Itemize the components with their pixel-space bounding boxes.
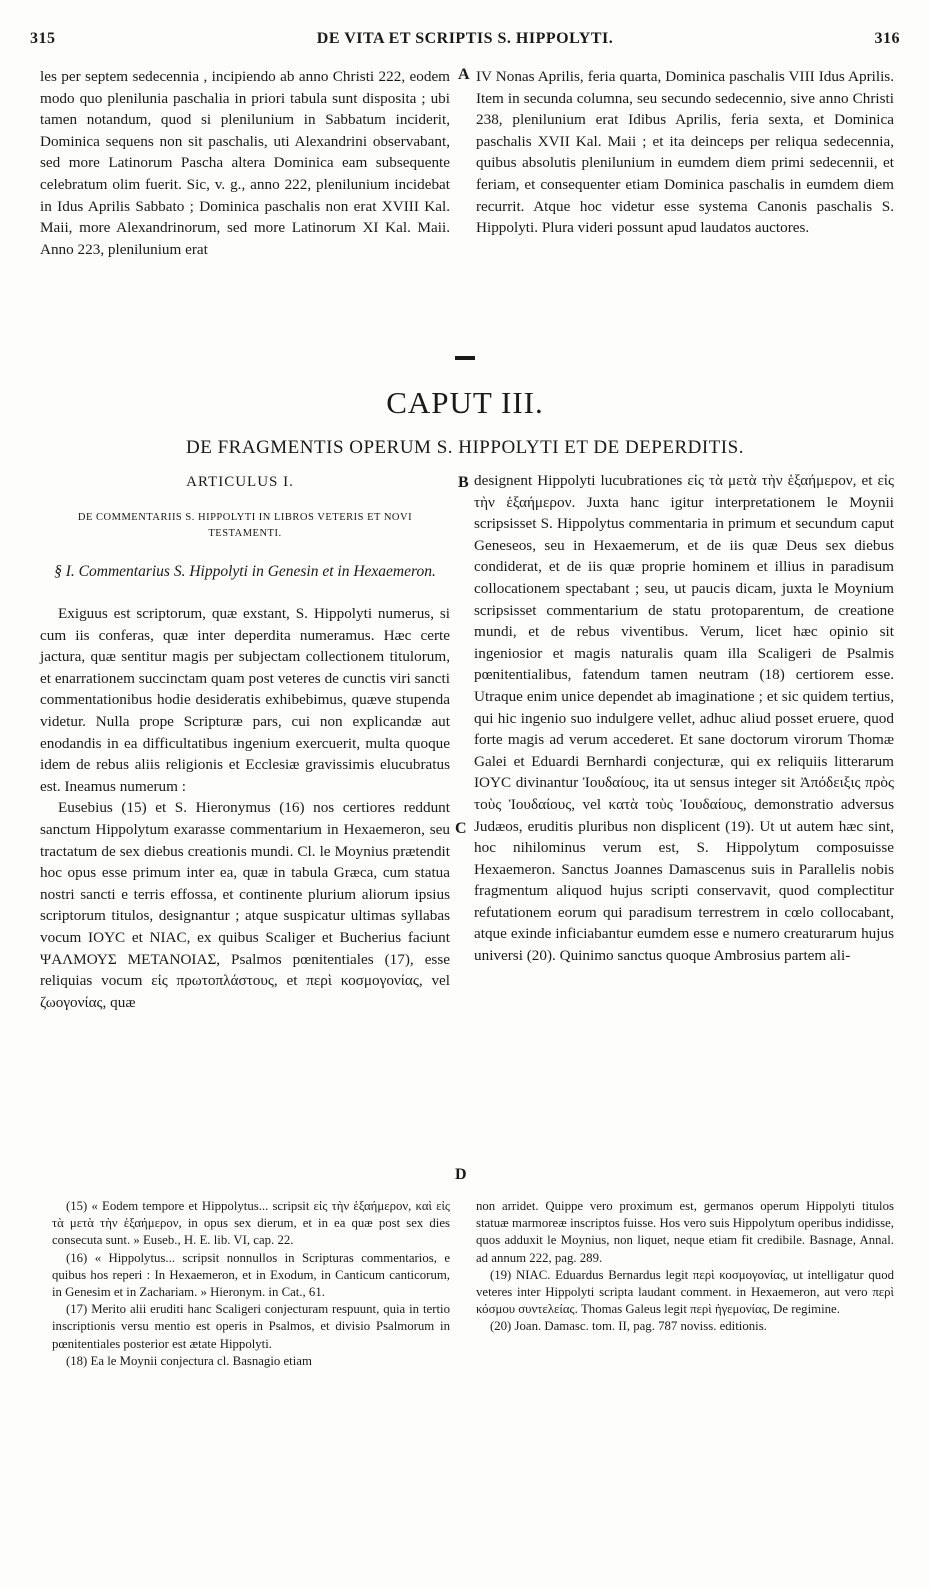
footnote-18: (18) Ea le Moynii conjectura cl. Basnagio etiam [66, 1353, 312, 1368]
left-paragraph-2: Eusebius (15) et S. Hieronymus (16) nos certiores reddunt sanctum Hippolytum exarasse commentarium in Hexaemeron, seu tractatum de sex diebus creationis mundi. Cl. le Moynius prætendit hoc opus esse primum inter ea, quæ in tabula Græca, cum statua nostri sancti e terris effossa, et continente plurium aliorum ipsius scriptorum titulos, designantur ; atque suspicatur ultimas syllabas vocum IOYC et NIAC, ex quibus Scaliger et Bucherius faciunt ΨΑΛΜΟΥΣ ΜΕΤΑΝΟΙΑΣ, Psalmos pœnitentiales (17), esse reliquias vocum εἰς πρωτοπλάστους, et περὶ κοσμογονίας, vel ζωογονίας, quæ [40, 799, 450, 1011]
footnote-19: (19) NIAC. Eduardus Bernardus legit περὶ κοσμογονίας, ut intelligatur quod veteres inter Hippolyti scripta laudant comment. in Hexaemeron, aut vero περὶ κόσμου συντελείας. Thomas Galeus legit περὶ ἡγεμονίας, De regimine. [476, 1267, 894, 1317]
articulus-subtitle: DE COMMENTARIIS S. HIPPOLYTI IN LIBROS VETERIS ET NOVI TESTAMENTI. [77, 512, 413, 539]
footnotes-right [476, 1198, 894, 1336]
section-title: DE FRAGMENTIS OPERUM S. HIPPOLYTI ET DE DEPERDITIS. [186, 437, 744, 458]
margin-letter-a: A [458, 66, 470, 83]
articulus-heading: ARTICULUS I. [186, 474, 294, 490]
footnote-18-continued: non arridet. Quippe vero proximum est, germanos operum Hippolyti titulos statuæ marmoreæ inscriptos fuisse. Hos vero suis Hippolytum operibus indidisse, quos adduxit le Moynius, non liquet, neque etiam fit credibile. Basnage, Annal. ad annum 222, pag. 289. [476, 1199, 894, 1265]
footnotes-left [52, 1198, 450, 1370]
top-left-column [40, 66, 450, 260]
footnote-17: (17) Merito alii eruditi hanc Scaligeri conjecturam respuunt, quia in tertio inscriptionis versu mentio est operis in Psalmos, et divisio Psalmorum in pœnitentiales posterior est ætate Hippolyti. [52, 1302, 450, 1351]
left-paragraph-1: Exiguus est scriptorum, quæ exstant, S. Hippolyti numerus, si cum iis conferas, quæ inter deperdita numeramus. Hæc certe jactura, quæ sentitur magis per subjectam collectionem titulorum, et enarrationem succinctam quam post veteres de cunctis viri sancti commentationibus hodie desideratis exhibebimus, quæve stupenda videtur. Nulla prope Scripturæ pars, cui non explicandæ aut enodandis in ea difficultatibus ingenium exercuerit, multa quoque idem de rebus aliis religionis et Ecclesiæ gravissimis elucubratus est. Ineamus numerum : [40, 605, 450, 795]
page-number-right: 316 [874, 30, 900, 47]
margin-letter-b: B [458, 474, 469, 491]
top-right-text: IV Nonas Aprilis, feria quarta, Dominica paschalis VIII Idus Aprilis. Item in secunda columna, seu secundo sedecennio, sive anno Christi 238, plenilunium erat Idibus Aprilis, feria sexta, et Dominica paschalis XVII Kal. Maii ; et ita deinceps per reliqua sedecennia, quibus absolutis plenilunium in eumdem diem primi sedecennii, et feriam, et consequenter etiam Dominica paschalis in eumdem diem recurrit. Atque hoc videtur esse systema Canonis paschalis S. Hippolyti. Plura videri possunt apud laudatos auctores. [476, 68, 894, 237]
margin-letter-d: D [455, 1166, 467, 1183]
left-main-column [40, 603, 450, 1013]
running-head [30, 30, 900, 54]
right-main-column [474, 470, 894, 967]
section-heading: § I. Commentarius S. Hippolyti in Genesin et in Hexaemeron. [54, 563, 436, 580]
margin-letter-c: C [455, 820, 467, 837]
footnote-16: (16) « Hippolytus... scripsit nonnullos in Scripturas commentarios, e quibus hos reperi : In Hexaemeron, et in Exodum, in Canticum canticorum, in Genesim et in Zachariam. » Hieronym. in Cat., 61. [52, 1250, 450, 1300]
footnote-15: (15) « Eodem tempore et Hippolytus... scripsit εἰς τὴν ἑξαήμερον, καὶ εἰς τὰ μετὰ τὴν ἑξαήμερον, in opus sex dierum, et in ea quæ post sex dies consecuta sunt. » Euseb., H. E. lib. VI, cap. 22. [52, 1199, 450, 1248]
footnote-20: (20) Joan. Damasc. tom. II, pag. 787 noviss. editionis. [490, 1319, 767, 1334]
running-title: DE VITA ET SCRIPTIS S. HIPPOLYTI. [316, 30, 614, 47]
top-left-text: les per septem sedecennia , incipiendo ab anno Christi 222, eodem modo quo plenilunia paschalia in priori tabula sunt disposita ; ubi tamen notandum, quod si plenilunium in Sabbatum inciderit, Dominica sequens non sit paschalis, uti Alexandrini observabant, sed more Latinorum Pascha altera Dominica eam subsequente celebratum olim fuerit. Sic, v. g., anno 222, plenilunium incidebat in Idus Aprilis Sabbato ; Dominica paschalis non erat XVIII Kal. Maii, more Alexandrinorum, sed more Latinorum XI Kal. Maii. Anno 223, plenilunium erat [40, 68, 450, 258]
page-number-left: 315 [30, 30, 56, 47]
right-paragraph-1: designent Hippolyti lucubrationes εἰς τὰ μετὰ τὴν ἑξαήμερον, et εἰς τὴν ἑξαήμερον. Juxta hanc igitur interpretationem le Moynii scripsisset S. Hippolytus commentaria in primum et secundum caput Geneseos, seu in Hexaemerum, et de iis quæ Deus sex diebus condiderat, et de iis quæ proprie hominem et illius in paradisum collocationem spectabant ; seu, ut paucis dicam, juxta le Moynium scripsisset commentarium de statu protoparentum, de creatione mundi, et de rebus viventibus. Verum, licet hæc opinio sit ingeniosior et magis naturalis quam illa Scaligeri de Psalmis pœnitentialibus, fatendum tamen neutram (18) certiorem esse. Utraque enim unice dependet ab imaginatione ; et sic quidem tertius, qui hic ingenio suo indulgere vellet, adhuc aliud posset eruere, quod forte magis ad verum accederet. Et sane doctorum virorum Thomæ Galei et Eduardi Bernhardi conjecturæ, qui ex reliquiis litterarum IOYC divinantur Ἰουδαίους, ita ut sensus integer sit Ἀπόδειξις πρὸς τοὺς Ἰουδαίους, vel κατὰ τοὺς Ἰουδαίους, demonstratio adversus Judæos, eruditis pluribus non displicent (19). Ut ut autem hæc sint, hoc nihilominus verum est, S. Hippolytum composuisse Hexaemeron. Sanctus Joannes Damascenus suis in Parallelis nobis fragmentum aliquod hujus scripti conservavit, quod complectitur refutationem eorum qui paradisum terrestrem in cœlo collocabant, atque exinde inficiabantur eumdem esse e numero creaturarum hujus universi (20). Quinimo sanctus quoque Ambrosius partem ali- [474, 472, 894, 965]
separator-dash [455, 356, 475, 360]
chapter-heading: CAPUT III. [386, 385, 544, 420]
top-right-column [476, 66, 894, 239]
